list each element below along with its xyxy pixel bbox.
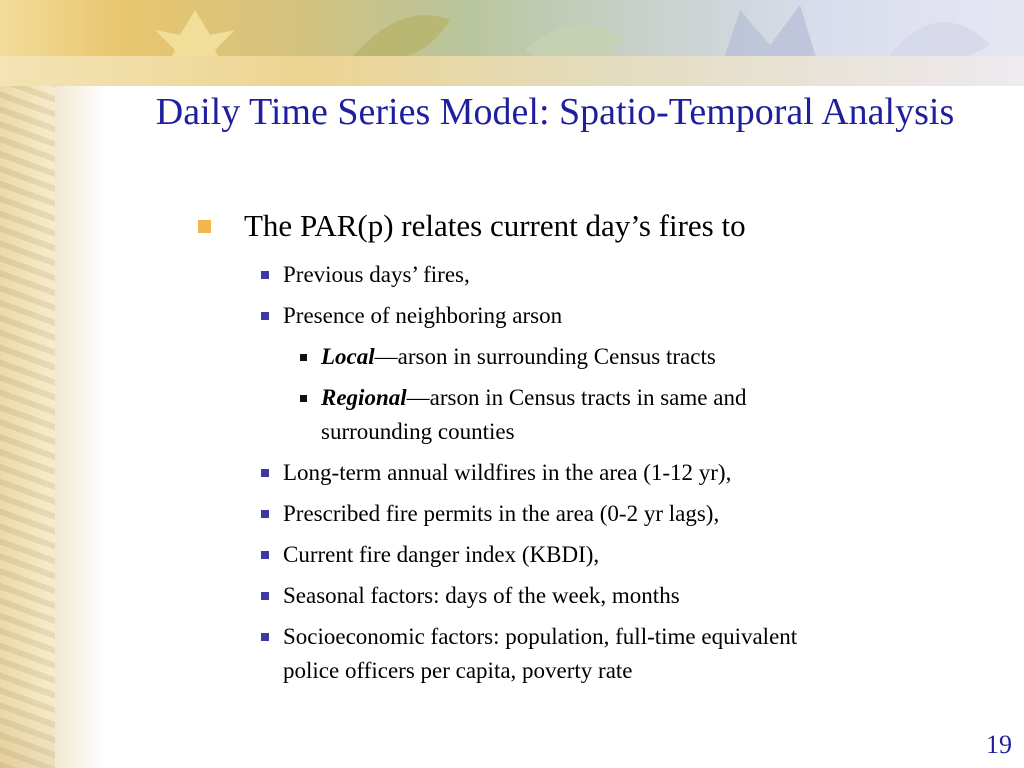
square-bullet-icon [261,551,269,559]
main-bullet-item [244,206,746,246]
square-bullet-icon [261,312,269,320]
list-item [283,620,963,653]
list-item [283,299,963,332]
list-item [283,456,963,489]
square-bullet-icon [261,271,269,279]
list-item [283,497,963,530]
page-number: 19 [986,730,1012,759]
main-bullet-text: The PAR(p) relates current day’s fires to [244,208,746,243]
sub-item-term: Regional [321,385,407,410]
square-bullet-icon [261,510,269,518]
list-item-text: Presence of neighboring arson [283,303,563,328]
sub-list-item [321,381,921,414]
square-bullet-icon [261,592,269,600]
list-item-text: police officers per capita, poverty rate [283,658,633,683]
square-bullet-icon [261,633,269,641]
list-item-text: Previous days’ fires, [283,262,470,287]
sub-item-text: surrounding counties [321,419,515,444]
list-item-text: Prescribed fire permits in the area (0-2 yr lags), [283,501,720,526]
list-item-text: Long-term annual wildfires in the area (1-12 yr), [283,460,732,485]
sub-list-item-continuation [321,415,921,448]
list-item-text: Seasonal factors: days of the week, months [283,583,680,608]
square-bullet-icon [198,220,211,233]
list-item [283,258,963,291]
list-item-text: Current fire danger index (KBDI), [283,542,600,567]
list-item [283,538,963,571]
square-bullet-icon [300,395,307,402]
list-item-continuation [283,654,963,687]
list-item-text: Socioeconomic factors: population, full-time equivalent [283,624,798,649]
list-item [283,579,963,612]
sub-item-text: —arson in surrounding Census tracts [374,344,716,369]
sub-list-item [321,340,921,373]
square-bullet-icon [261,469,269,477]
sub-item-text: —arson in Census tracts in same and [406,385,747,410]
slide-title: Daily Time Series Model: Spatio-Temporal Analysis [155,91,955,133]
sub-item-term: Local [321,344,375,369]
square-bullet-icon [300,354,307,361]
